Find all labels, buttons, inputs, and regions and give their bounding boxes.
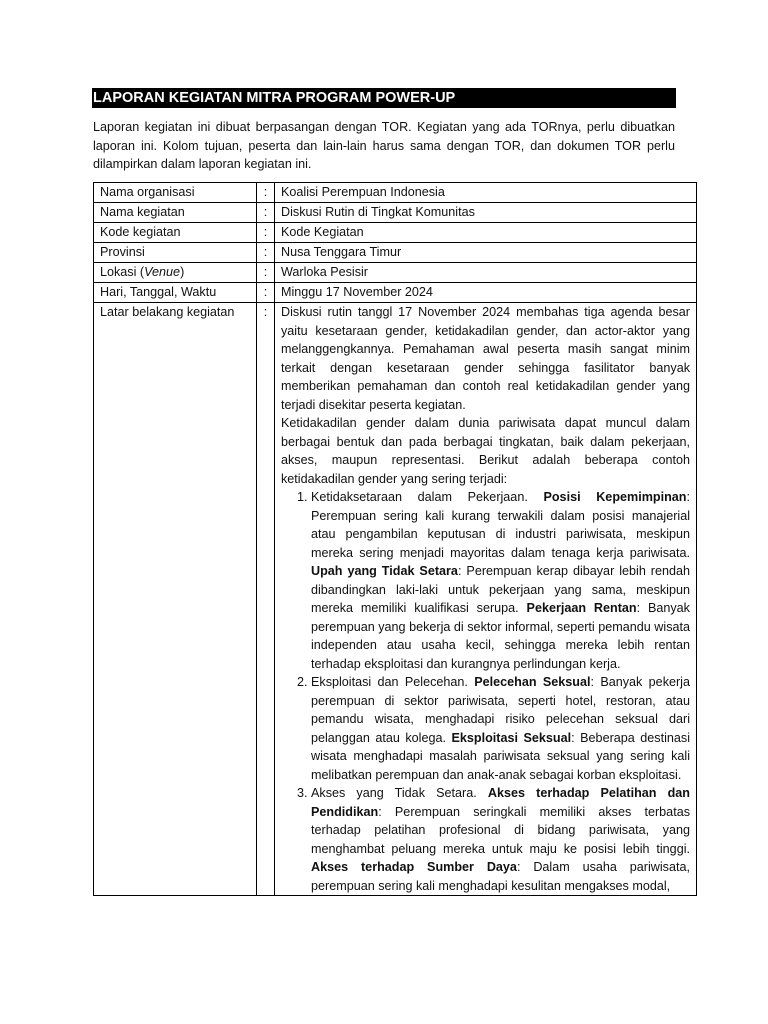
row-label: [94, 263, 257, 283]
row-colon: :: [257, 263, 275, 283]
item-text: : Banyak pekerja perempuan di sektor pariwisata, seperti hotel, restoran, atau pemandu wisata, menghadapi risiko pelecehan seksual dari pelanggan atau kolega.: [311, 675, 690, 745]
table-row: [94, 203, 697, 223]
row-colon: :: [257, 283, 275, 303]
activity-info-table: [93, 182, 697, 896]
row-label: Hari, Tanggal, Waktu: [94, 283, 257, 303]
row-label: Kode kegiatan: [94, 223, 257, 243]
table-row: [94, 183, 697, 203]
item-bold-term: Eksploitasi Seksual: [451, 730, 572, 745]
list-item: [311, 488, 690, 673]
item-bold-term: Akses terhadap Sumber Daya: [311, 860, 517, 874]
row-colon: :: [257, 243, 275, 263]
item-heading: Akses yang Tidak Setara.: [311, 786, 488, 800]
item-text: : Perempuan sering kali kurang terwakili dalam posisi manajerial atau pengambilan keputusan di industri pariwisata, meskipun mereka sering menjadi mayoritas dalam tenaga kerja pariwisata.: [311, 490, 690, 560]
row-colon: :: [257, 183, 275, 203]
background-paragraph: Diskusi rutin tanggl 17 November 2024 membahas tiga agenda besar yaitu kesetaraan gender, ketidakadilan gender, dan actor-aktor yang melanggengkannya. Pemahaman awal peserta masih sangat minim terkait dengan kesetaraan gender sehingga fasilitator banyak memberikan pemahaman dan contoh real ketidakadilan gender yang terjadi disekitar peserta kegiatan.: [281, 305, 690, 412]
row-label: Nama kegiatan: [94, 203, 257, 223]
table-row-background: [94, 303, 697, 896]
row-value: Kode Kegiatan: [275, 223, 697, 243]
row-value: Koalisi Perempuan Indonesia: [275, 183, 697, 203]
row-value: Diskusi Rutin di Tingkat Komunitas: [275, 203, 697, 223]
item-text: : Dalam usaha pariwisata, perempuan sering kali menghadapi kesulitan mengakses modal,: [311, 860, 690, 893]
row-colon: :: [257, 203, 275, 223]
item-bold-term: Pelecehan Seksual: [474, 675, 591, 689]
row-label: Nama organisasi: [94, 183, 257, 203]
item-heading: Eksploitasi dan Pelecehan.: [311, 675, 475, 689]
table-row: [94, 243, 697, 263]
item-text: : Banyak perempuan yang bekerja di sektor informal, seperti pemandu wisata independen atau usaha kecil, sehingga mereka lebih rentan terhadap eksploitasi dan kurangnya perlindungan kerja.: [311, 601, 690, 671]
item-bold-term: Akses terhadap Pelatihan dan Pendidikan: [311, 786, 690, 819]
intro-paragraph: Laporan kegiatan ini dibuat berpasangan dengan TOR. Kegiatan yang ada TORnya, perlu dibuatkan laporan ini. Kolom tujuan, peserta dan lain-lain harus sama dengan TOR, dan dokumen TOR perlu dilampirkan dalam laporan kegiatan ini.: [93, 120, 675, 171]
row-colon: :: [257, 303, 275, 896]
row-label-emphasis: Venue: [144, 265, 181, 279]
item-text: : Perempuan seringkali memiliki akses terbatas terhadap pelatihan profesional di bidang pariwisata, yang menghambat peluang mereka untuk maju ke posisi lebih tinggi.: [311, 804, 690, 856]
row-label: Provinsi: [94, 243, 257, 263]
item-text: : Beberapa destinasi wisata menghadapi masalah pariwisata seksual yang sering kali melibatkan perempuan dan anak-anak sebagai korban eksploitasi.: [311, 730, 690, 782]
item-heading: Ketidaksetaraan dalam Pekerjaan.: [311, 490, 544, 504]
row-value: Nusa Tenggara Timur: [275, 243, 697, 263]
row-label-text: Lokasi (: [100, 265, 145, 279]
row-value: Warloka Pesisir: [275, 263, 697, 283]
row-value: Minggu 17 November 2024: [275, 283, 697, 303]
row-label-text: ): [180, 265, 185, 279]
item-text: : Perempuan kerap dibayar lebih rendah dibandingkan laki-laki untuk pekerjaan yang sama, meskipun mereka memiliki kualifikasi serupa.: [311, 564, 691, 615]
background-content: [275, 303, 697, 896]
report-title: LAPORAN KEGIATAN MITRA PROGRAM POWER-UP: [92, 88, 676, 108]
item-bold-term: Upah yang Tidak Setara: [311, 564, 458, 578]
item-bold-term: Pekerjaan Rentan: [526, 601, 637, 615]
background-paragraph: Ketidakadilan gender dalam dunia pariwisata dapat muncul dalam berbagai bentuk dan pada berbagai tingkatan, baik dalam pekerjaan, akses, maupun representasi. Berikut adalah beberapa contoh ketidakadilan gender yang sering terjadi:: [281, 416, 690, 486]
row-label: Latar belakang kegiatan: [94, 303, 257, 896]
issues-list: [281, 488, 690, 895]
list-item: [311, 784, 690, 895]
row-colon: :: [257, 223, 275, 243]
item-bold-term: Posisi Kepemimpinan: [543, 490, 687, 504]
table-row: [94, 223, 697, 243]
table-row: [94, 283, 697, 303]
table-row: [94, 263, 697, 283]
list-item: [311, 673, 690, 784]
